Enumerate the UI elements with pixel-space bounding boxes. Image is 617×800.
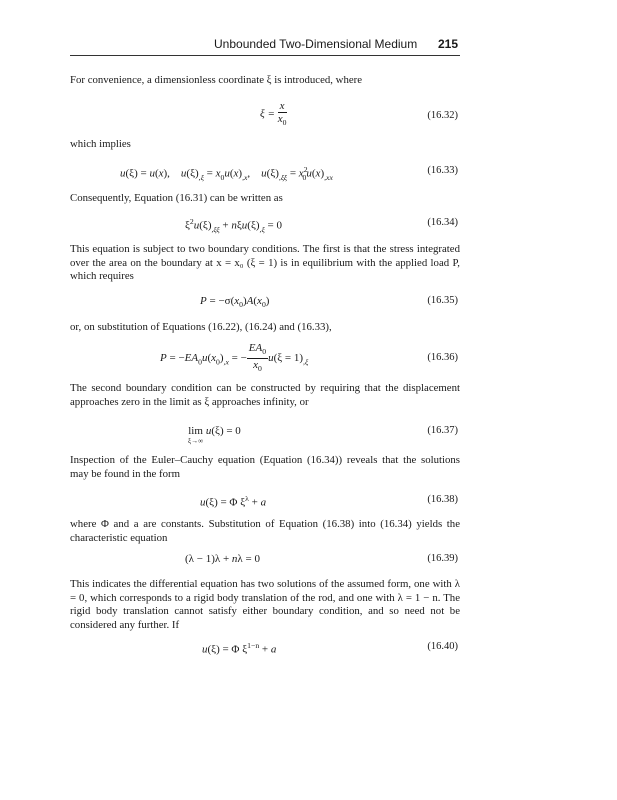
- header-rule: [70, 55, 460, 56]
- header-title: Unbounded Two-Dimensional Medium: [214, 37, 418, 51]
- paragraph-1: For convenience, a dimensionless coordinate ξ is introduced, where: [70, 74, 363, 86]
- equation-number: (16.39): [427, 553, 458, 564]
- equation-number: (16.38): [427, 494, 458, 505]
- equation-16-39: (λ − 1)λ + nλ = 0 (16.39): [185, 553, 458, 565]
- equation-number: (16.36): [427, 352, 458, 363]
- paragraph-6: The second boundary condition can be constructed by requiring that the displacement approaches zero in the limit as ξ approaches infinity, or: [70, 382, 460, 408]
- equation-16-37: lim ξ→∞ u(ξ) = 0 (16.37): [188, 425, 458, 445]
- equation-number: (16.32): [427, 110, 458, 121]
- equation-number: (16.37): [427, 425, 458, 436]
- paragraph-5: or, on substitution of Equations (16.22), (16.24) and (16.33),: [70, 321, 332, 333]
- running-header: [214, 37, 458, 53]
- equation-number: (16.40): [427, 641, 458, 652]
- equation-number: (16.35): [427, 295, 458, 306]
- paragraph-3: Consequently, Equation (16.31) can be written as: [70, 192, 283, 204]
- paragraph-7: Inspection of the Euler–Cauchy equation (Equation (16.34)) reveals that the solutions may be found in the form: [70, 454, 460, 480]
- equation-16-40: u(ξ) = Φ $\xi^{1-n} + a$ (16.40): [202, 641, 458, 656]
- equation-number: (16.34): [427, 217, 458, 228]
- equation-16-32: ξ = $\frac{x}{x_0}$ (16.32): [260, 100, 458, 128]
- equation-16-38: u(ξ) = Φ $\xi^\lambda + a$ (16.38): [200, 494, 458, 509]
- equation-number: (16.33): [427, 165, 458, 176]
- paragraph-4: This equation is subject to two boundary conditions. The first is that the stress integrated over the area on the boundary at x = x₀ (ξ = 1) is in equilibrium with the applied load P, which requires: [70, 243, 460, 282]
- paragraph-2: which implies: [70, 138, 131, 150]
- paragraph-8: where Φ and a are constants. Substitution of Equation (16.38) into (16.34) yields the characteristic equation: [70, 518, 460, 544]
- equation-16-34: $\xi^2u(\xi)_{,\xi\xi} + n\xi u(\xi)_{,\xi} = 0$ (16.34): [185, 217, 458, 234]
- equation-16-36: $P = -EA_0u(x_0)_{,x}$ = − $\frac{EA_0}{x_0}$ $u(\xi = 1)_{,\xi}$ (16.36): [160, 342, 458, 374]
- page-number: 215: [437, 37, 458, 51]
- equation-16-33: u(ξ) = u(x), $u(\xi)_{,\xi} = x_0u(x)_{,x}$, $u(\xi)_{,\xi\xi} = x^2_0u(x)_{,xx}$ (16.33): [120, 165, 458, 182]
- paragraph-9: This indicates the differential equation has two solutions of the assumed form, one with λ = 0, which corresponds to a rigid body translation of the rod, and one with λ = 1 − n. The rigid body translation cannot satisfy either boundary condition, and so need not be considered any further. If: [70, 578, 460, 631]
- equation-16-35: $P = -\sigma(x_0)A(x_0)$ (16.35): [200, 295, 458, 310]
